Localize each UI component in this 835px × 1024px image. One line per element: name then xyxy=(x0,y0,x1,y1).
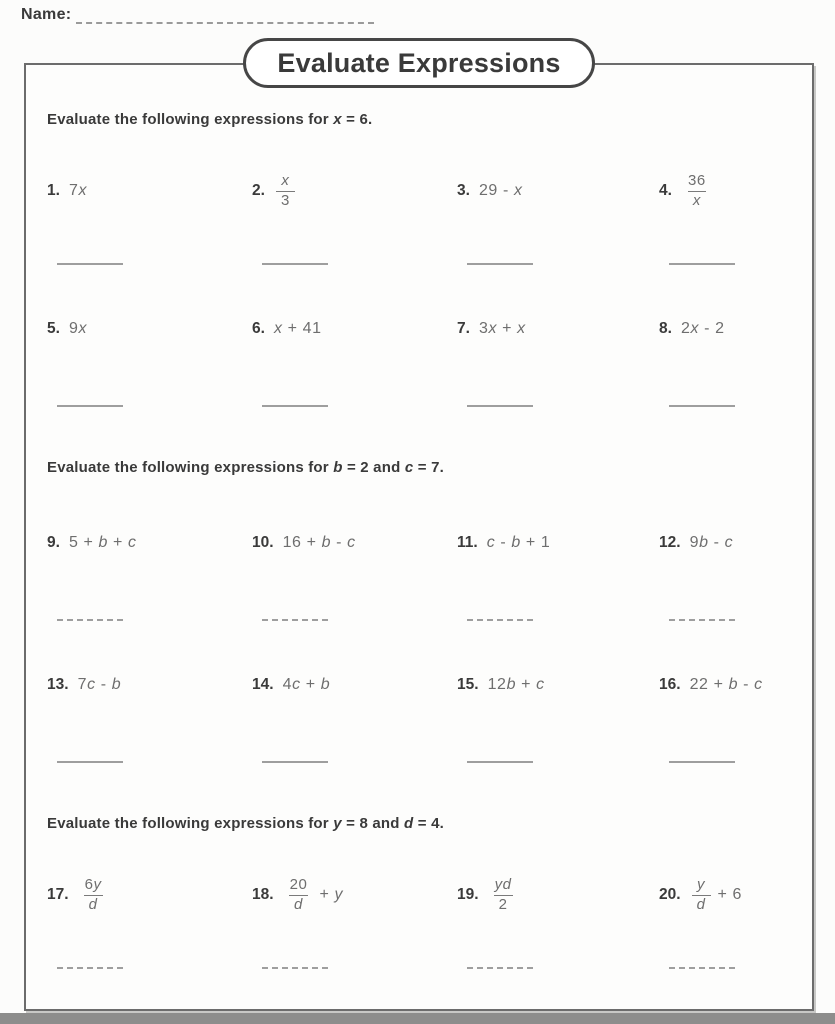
answer-blank[interactable] xyxy=(467,249,533,265)
problem xyxy=(659,173,812,209)
problem-expression: 4 c + b xyxy=(282,676,331,693)
variable: x xyxy=(281,172,290,189)
variable: c xyxy=(724,534,734,551)
answer-blank[interactable] xyxy=(467,391,533,407)
problem-expression: 7 c - b xyxy=(77,676,122,693)
answer-blank[interactable] xyxy=(57,953,123,969)
problem xyxy=(252,877,457,913)
answer-blank[interactable] xyxy=(262,953,328,969)
problem xyxy=(659,676,812,694)
variable: c xyxy=(347,534,356,551)
instruction-variable: d xyxy=(404,815,414,832)
problem-expression: 5 + b + c xyxy=(68,534,137,551)
name-row xyxy=(21,6,374,24)
variable: y xyxy=(93,876,102,893)
problem xyxy=(659,534,812,552)
section-instruction xyxy=(47,111,812,131)
instruction-variable: y xyxy=(333,815,342,832)
fraction-numerator xyxy=(276,173,294,191)
problem-number: 20. xyxy=(659,886,681,903)
instruction-text: = 6. xyxy=(341,111,373,128)
problem xyxy=(457,877,659,913)
worksheet-title-pill xyxy=(243,38,595,88)
sections-container xyxy=(26,65,812,969)
problem-row xyxy=(26,523,812,563)
problem xyxy=(47,320,252,338)
instruction-text: = 2 and xyxy=(342,459,405,476)
answer-row xyxy=(26,953,812,969)
problem-expression: 16 + b - c xyxy=(282,534,356,551)
variable: y xyxy=(696,876,706,893)
problem xyxy=(47,182,252,200)
answer-blank[interactable] xyxy=(57,747,123,763)
problem xyxy=(457,676,659,694)
problem-row xyxy=(26,665,812,705)
name-blank-line[interactable] xyxy=(76,7,374,24)
variable: d xyxy=(696,895,706,913)
instruction-variable: x xyxy=(333,111,342,128)
problem-number: 2. xyxy=(252,182,265,199)
variable: x xyxy=(513,182,523,199)
variable: c xyxy=(754,676,763,693)
problem-row xyxy=(26,309,812,349)
variable: c xyxy=(536,676,545,693)
problem-expression: 12 b + c xyxy=(487,676,545,693)
answer-blank[interactable] xyxy=(467,953,533,969)
variable: b xyxy=(320,676,331,693)
variable: c xyxy=(128,534,137,551)
instruction-text: = 4. xyxy=(413,815,444,832)
variable: b xyxy=(699,534,709,551)
variable: d xyxy=(88,895,98,913)
problem xyxy=(252,676,457,694)
answer-blank[interactable] xyxy=(669,391,735,407)
worksheet-title: Evaluate Expressions xyxy=(277,47,561,78)
instruction-text: = 7. xyxy=(413,459,444,476)
problem xyxy=(252,173,457,209)
variable: b xyxy=(321,534,332,551)
problem-number: 4. xyxy=(659,182,672,199)
variable: yd xyxy=(494,876,512,893)
answer-blank[interactable] xyxy=(669,747,735,763)
fraction xyxy=(285,877,313,913)
problem-row xyxy=(26,161,812,221)
answer-row xyxy=(26,605,812,621)
answer-blank[interactable] xyxy=(669,605,735,621)
instruction-variable: b xyxy=(333,459,343,476)
problem-number: 3. xyxy=(457,182,470,199)
variable: x xyxy=(78,320,88,337)
variable: c xyxy=(87,676,96,693)
problem-expression xyxy=(681,173,713,209)
problem-expression: $\frac{20}{d}$ + y xyxy=(283,877,344,913)
problem-number: 6. xyxy=(252,320,265,337)
answer-blank[interactable] xyxy=(57,249,123,265)
problem-expression: $\frac{y}{d}$ + 6 xyxy=(690,877,743,913)
problem xyxy=(47,534,252,552)
problem xyxy=(47,676,252,694)
problem xyxy=(659,877,812,913)
variable: c xyxy=(292,676,301,693)
instruction-text: Evaluate the following expressions for xyxy=(47,815,334,832)
answer-blank[interactable] xyxy=(262,747,328,763)
answer-blank[interactable] xyxy=(669,249,735,265)
answer-row xyxy=(26,747,812,763)
problem-number: 16. xyxy=(659,676,681,693)
answer-blank[interactable] xyxy=(262,391,328,407)
problem-expression xyxy=(274,173,297,209)
problem-row xyxy=(26,865,812,925)
variable: b xyxy=(98,534,108,551)
fraction-denominator xyxy=(692,895,711,914)
instruction-text: Evaluate the following expressions for xyxy=(47,459,334,476)
problem-expression xyxy=(78,877,109,913)
fraction-denominator xyxy=(289,895,308,914)
answer-blank[interactable] xyxy=(57,391,123,407)
fraction-numerator: 6y xyxy=(84,876,102,893)
section-instruction xyxy=(47,459,812,479)
answer-blank[interactable] xyxy=(262,605,328,621)
variable: x xyxy=(517,320,526,337)
problem-expression: 22 + b - c xyxy=(689,676,763,693)
problem-expression: 9 x xyxy=(68,320,88,337)
problem-number: 10. xyxy=(252,534,274,551)
answer-blank[interactable] xyxy=(57,605,123,621)
problem-number: 19. xyxy=(457,886,479,903)
fraction-denominator: 2 xyxy=(494,895,513,914)
fraction xyxy=(692,877,711,913)
answer-blank[interactable] xyxy=(669,953,735,969)
answer-row xyxy=(26,249,812,265)
problem-number: 8. xyxy=(659,320,672,337)
fraction xyxy=(80,877,107,913)
problem-expression: 2 x - 2 xyxy=(680,320,725,337)
problem-expression: 3 x + x xyxy=(478,320,526,337)
variable: x xyxy=(488,320,498,337)
problem-number: 18. xyxy=(252,886,274,903)
fraction-denominator xyxy=(688,191,706,210)
problem-expression: x + 41 xyxy=(273,320,322,337)
fraction-numerator: 20 xyxy=(289,876,308,893)
problem-expression: c - b + 1 xyxy=(486,534,551,551)
problem-number: 5. xyxy=(47,320,60,337)
problem-expression: 9 b - c xyxy=(689,534,734,551)
problem xyxy=(457,534,659,552)
problem-number: 11. xyxy=(457,534,478,551)
variable: x xyxy=(690,320,700,337)
problem-number: 9. xyxy=(47,534,60,551)
problem xyxy=(457,182,659,200)
page-edge-strip xyxy=(0,1013,835,1024)
problem-number: 14. xyxy=(252,676,274,693)
fraction-numerator xyxy=(692,877,710,895)
fraction xyxy=(276,173,295,209)
problem-number: 1. xyxy=(47,182,60,199)
answer-blank[interactable] xyxy=(467,747,533,763)
problem-number: 12. xyxy=(659,534,681,551)
variable: c xyxy=(486,534,496,551)
problem-number: 7. xyxy=(457,320,470,337)
worksheet-frame xyxy=(24,47,814,1011)
variable: b xyxy=(728,676,739,693)
problem xyxy=(252,534,457,552)
problem xyxy=(659,320,812,338)
problem xyxy=(457,320,659,338)
problem-number: 17. xyxy=(47,886,69,903)
fraction-numerator: 36 xyxy=(687,172,706,189)
problem-number: 15. xyxy=(457,676,479,693)
problem xyxy=(252,320,457,338)
variable: b xyxy=(111,676,122,693)
problem-expression: 7 x xyxy=(68,182,88,199)
variable: x xyxy=(78,182,88,199)
variable: x xyxy=(273,320,283,337)
variable: b xyxy=(511,534,521,551)
instruction-text: Evaluate the following expressions for xyxy=(47,111,334,128)
fraction xyxy=(490,877,517,913)
name-label: Name: xyxy=(21,6,72,23)
fraction xyxy=(683,173,711,209)
variable: b xyxy=(506,676,517,693)
fraction-numerator xyxy=(490,877,517,895)
problem-number: 13. xyxy=(47,676,69,693)
variable: x xyxy=(692,191,701,209)
fraction-denominator: 3 xyxy=(276,191,295,210)
variable: y xyxy=(334,886,344,903)
problem-expression xyxy=(488,877,519,913)
instruction-variable: c xyxy=(404,459,414,476)
answer-blank[interactable] xyxy=(467,605,533,621)
problem xyxy=(47,877,252,913)
instruction-text: = 8 and xyxy=(341,815,404,832)
answer-blank[interactable] xyxy=(262,249,328,265)
fraction-denominator xyxy=(84,895,103,914)
variable: d xyxy=(294,895,303,913)
answer-row xyxy=(26,391,812,407)
problem-expression: 29 - x xyxy=(478,182,523,199)
section-instruction xyxy=(47,815,812,835)
